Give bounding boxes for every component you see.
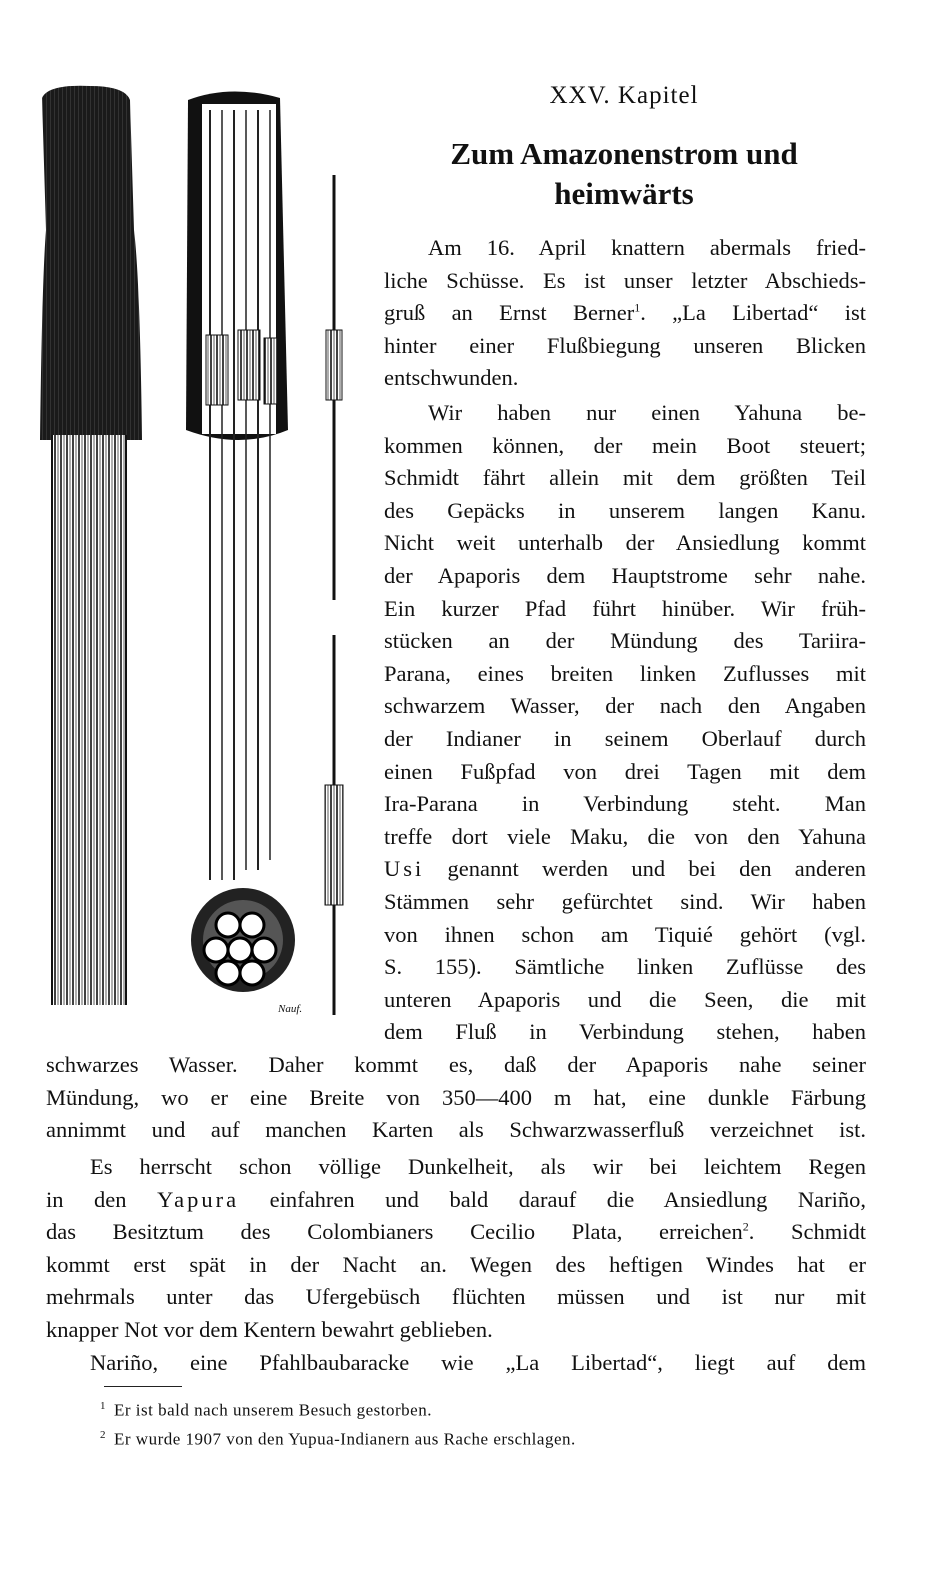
- footnote: [100, 1394, 800, 1423]
- text-span: . Schmidt: [748, 1219, 866, 1245]
- footnote-text: Er ist bald nach unserem Besuch gestorben.: [114, 1400, 432, 1420]
- footnote-divider: [104, 1386, 182, 1387]
- footnote-text: Er wurde 1907 von den Yupua-Indianern aus Rache erschlagen.: [114, 1429, 576, 1449]
- footnote-number: 2: [100, 1428, 106, 1441]
- text-span: genannt werden und bei den anderen: [447, 856, 866, 882]
- text-span: . „La Libertad“ ist: [640, 300, 866, 326]
- text-line: mehrmals unter das Ufergebüsch flüchten müssen und ist nur mit: [46, 1284, 866, 1310]
- text-line: Mündung, wo er eine Breite von 350—400 m hat, eine dunkle Färbung: [46, 1084, 866, 1110]
- text-line: S. 155). Sämtliche linken Zuflüsse des: [384, 954, 866, 980]
- yapura-word: Yapura: [157, 1186, 240, 1212]
- text-line: des Gepäcks in unserem langen Kanu.: [384, 497, 866, 523]
- text-line: schwarzes Wasser. Daher kommt es, daß der Apaporis nahe seiner: [46, 1052, 866, 1077]
- quiver-illustration: [30, 80, 370, 1040]
- text-line: annimmt und auf manchen Karten als Schwarzwasserfluß verzeichnet ist.: [46, 1117, 866, 1143]
- paragraph-1: [384, 232, 866, 395]
- quiver-cross-section-drawing: [191, 888, 295, 992]
- text-line: Parana, eines breiten linken Zuflusses mit: [384, 660, 866, 686]
- text-line: entschwunden.: [384, 365, 519, 391]
- text-line: dem Fluß in Verbindung stehen, haben: [384, 1019, 866, 1045]
- footnote-ref[interactable]: 1: [634, 300, 641, 315]
- text-line: Ira-Parana in Verbindung steht. Man: [384, 791, 866, 817]
- text-line: hinter einer Flußbiegung unseren Blicken: [384, 332, 866, 358]
- footnotes: [100, 1394, 800, 1451]
- text-line: Stämmen sehr gefürchtet sind. Wir haben: [384, 888, 866, 914]
- text-line: [46, 1216, 866, 1249]
- chapter-title: [384, 134, 864, 214]
- text-line: treffe dort viele Maku, die von den Yahuna: [384, 823, 866, 849]
- illustration-signature: Nauf.: [278, 1003, 303, 1015]
- text-line: Es herrscht schon völlige Dunkelheit, als wir bei leichtem Regen: [90, 1154, 866, 1179]
- text-line: der Indianer in seinem Oberlauf durch: [384, 725, 866, 751]
- text-span: einfahren und bald darauf die Ansiedlung Nariño,: [269, 1186, 866, 1212]
- text-line: einen Fußpfad von drei Tagen mit dem: [384, 758, 866, 784]
- text-line: von ihnen schon am Tiquié gehört (vgl.: [384, 921, 866, 947]
- footnote-ref[interactable]: 2: [742, 1219, 749, 1234]
- text-line: Am 16. April knattern abermals fried-: [428, 235, 866, 260]
- text-span: das Besitztum des Colombianers Cecilio Plata, erreichen: [46, 1219, 743, 1245]
- quiver-open-drawing: [186, 91, 288, 880]
- paragraph-4: [46, 1347, 866, 1380]
- text-line: liche Schüsse. Es ist unser letzter Abschieds-: [384, 267, 866, 293]
- paragraph-2: [384, 397, 866, 1049]
- text-line: kommen können, der mein Boot steuert;: [384, 432, 866, 458]
- text-line: Schmidt fährt allein mit dem größten Teil: [384, 465, 866, 491]
- text-line: schwarzem Wasser, der nach den Angaben: [384, 693, 866, 719]
- text-line: unteren Apaporis und die Seen, die mit: [384, 986, 866, 1012]
- paragraph-3: [46, 1151, 866, 1347]
- text-line: Wir haben nur einen Yahuna be-: [428, 400, 866, 425]
- chapter-heading: XXV. Kapitel: [549, 82, 699, 109]
- text-line: stücken an der Mündung des Tariira-: [384, 628, 866, 654]
- paragraph-2-continued: [46, 1049, 866, 1147]
- text-line: Ein kurzer Pfad führt hinüber. Wir früh-: [384, 595, 866, 621]
- text-line: [384, 297, 866, 330]
- text-line: knapper Not vor dem Kentern bewahrt geblieben.: [46, 1316, 493, 1342]
- text-line: [384, 853, 866, 886]
- text-line: der Apaporis dem Hauptstrome sehr nahe.: [384, 562, 866, 588]
- chapter-title-line1: Zum Amazonenstrom und: [450, 136, 798, 171]
- text-line: Nariño, eine Pfahlbaubaracke wie „La Libertad“, liegt auf dem: [90, 1350, 866, 1375]
- dart-drawings: [325, 175, 343, 1015]
- text-line: [46, 1184, 866, 1217]
- quiver-closed-drawing: [40, 86, 142, 1005]
- text-span: in den: [46, 1186, 127, 1212]
- text-line: kommt erst spät in der Nacht an. Wegen des heftigen Windes hat er: [46, 1251, 866, 1277]
- text-span: gruß an Ernst Berner: [384, 300, 635, 326]
- footnote: [100, 1423, 800, 1452]
- usi-word: Usi: [384, 856, 425, 882]
- chapter-title-line2: heimwärts: [554, 176, 694, 211]
- text-line: Nicht weit unterhalb der Ansiedlung kommt: [384, 530, 866, 556]
- footnote-number: 1: [100, 1400, 106, 1412]
